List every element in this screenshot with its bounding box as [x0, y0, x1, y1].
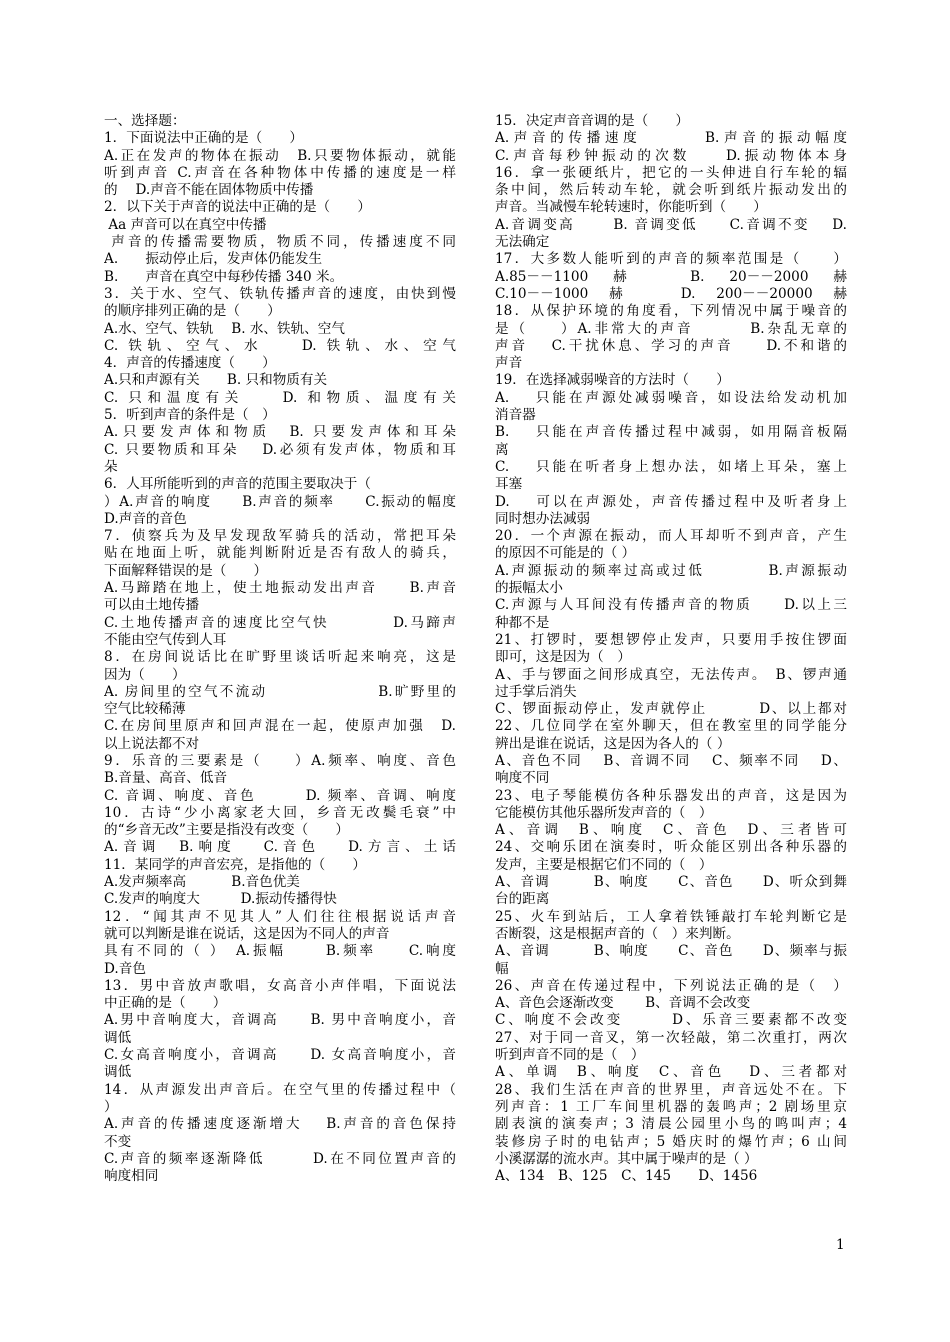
text-line: 同时想办法减弱: [495, 510, 591, 527]
text-line: 一、选择题：: [104, 113, 186, 129]
text-line: C.声源与人耳间没有传播声音的物质 D.以上三: [495, 597, 847, 614]
text-line: A、手与锣面之间形成真空，无法传声。 B、锣声通: [495, 666, 847, 683]
page-number: 1: [836, 1237, 845, 1253]
text-line: 就可以判断是谁在说话，这是因为不同人的声音: [104, 925, 390, 942]
text-line: 声音 C.干扰休息、学习的声音 D.不和谐的: [495, 337, 847, 354]
text-line: 22、几位同学在室外聊天，但在教室里的同学能分: [495, 718, 847, 735]
text-line: A、音色不同 B、音调不同 C、频率不同 D、: [495, 752, 847, 769]
text-line: A.正在发声的物体在振动 B.只要物体振动，就能: [104, 147, 456, 164]
text-line: 3．关于水、空气、铁轨传播声音的速度，由快到慢: [104, 285, 456, 302]
text-line: 空气比较稀薄: [104, 701, 186, 718]
text-line: A、134 B、125 C、145 D、1456: [495, 1168, 758, 1185]
text-line: 的原因不可能是的（ ）: [495, 545, 636, 562]
text-line: 19．在选择减弱噪音的方法时（ ）: [495, 372, 730, 389]
text-line: 因为（ ）: [104, 666, 186, 683]
text-line: A.音调变高 B. 音调变低 C.音调不变 D.: [495, 216, 847, 233]
text-line: D. 可以在声源处，声音传播过程中及听者身上: [495, 493, 847, 510]
text-line: C.土地传播声音的速度比空气快 D.马蹄声: [104, 614, 456, 631]
text-line: C、锣面振动停止，发声就停止 D、以上都对: [495, 701, 847, 718]
text-line: A、音调 B、响度 C、音色 D、频率与振: [495, 943, 847, 960]
text-line: C.10－－1000 赫 D. 200－－20000 赫: [495, 285, 847, 302]
text-line: 即可，这是因为（ ）: [495, 649, 631, 666]
text-line: 的 D.声音不能在固体物质中传播: [104, 182, 314, 199]
text-line: A. 只能在声源处减弱噪音，如设法给发动机加: [495, 389, 847, 406]
text-line: B. 声音在真空中每秒传播 340 米。: [104, 268, 344, 285]
text-line: 1．下面说法中正确的是（ ）: [104, 130, 303, 147]
text-line: 是（ ）A.非常大的声音 B.杂乱无章的: [495, 320, 847, 337]
text-line: 响度相同: [104, 1168, 159, 1185]
text-line: A、音色会逐渐改变 B、音调不会改变: [495, 995, 751, 1012]
text-line: B. 只能在声音传播过程中减弱，如用隔音板隔: [495, 424, 847, 441]
text-line: C. 铁轨、空气、水 D. 铁轨、水、空气: [104, 337, 456, 354]
text-line: 11．某同学的声音宏亮，是指他的（ ）: [104, 856, 366, 873]
text-line: 27、对于同一音叉，第一次轻敲，第二次重打，两次: [495, 1029, 847, 1046]
text-line: A、单调 B、响度 C、音色 D、三者都对: [495, 1064, 847, 1081]
text-line: 的振幅太小: [495, 580, 563, 597]
text-line: 小溪潺潺的流水声。其中属于噪声的是（ ）: [495, 1150, 758, 1167]
text-line: 6．人耳所能听到的声音的范围主要取决于（: [104, 476, 371, 493]
text-line: A.男中音响度大，音调高 B. 男中音响度小，音: [104, 1012, 456, 1029]
text-line: 的“乡音无改”主要是指没有改变（ ）: [104, 822, 349, 839]
text-line: 无法确定: [495, 234, 550, 251]
text-line: A.只要发声体和物质 B. 只要发声体和耳朵: [104, 424, 456, 441]
text-line: 否断裂，这是根据声音的（ ）来判断。: [495, 925, 740, 942]
text-line: 7．侦察兵为及早发现敌军骑兵的活动，常把耳朵: [104, 528, 456, 545]
text-line: 幅: [495, 960, 509, 977]
text-line: 声音: [495, 355, 523, 372]
text-line: 不变: [104, 1133, 132, 1150]
text-line: A. 振动停止后，发声体仍能发生: [104, 251, 323, 268]
text-line: A. 房间里的空气不流动 B.旷野里的: [104, 683, 456, 700]
text-line: 消音器: [495, 407, 536, 424]
text-line: 声音的传播需要物质，物质不同，传播速度不同: [104, 234, 456, 251]
text-line: C、响度不会改变 D、乐音三要素都不改变: [495, 1012, 847, 1029]
text-line: 具有不同的（ ） A.振幅 B.频率 C.响度: [104, 943, 456, 960]
right-column: [495, 113, 847, 1185]
text-line: 17．大多数人能听到的声音的频率范围是（ ）: [495, 251, 847, 268]
text-line: C. 只能在听者身上想办法，如堵上耳朵，塞上: [495, 458, 847, 475]
text-line: 不能由空气传到人耳: [104, 631, 227, 648]
text-line: 18．从保护环境的角度看，下列情况中属于噪音的: [495, 303, 847, 320]
text-line: C.声音的频率逐渐降低 D.在不同位置声音的: [104, 1150, 456, 1167]
text-line: ）A.声音的响度 B.声音的频率 C.振动的幅度: [104, 493, 456, 510]
text-line: 调低: [104, 1029, 132, 1046]
text-line: 26、声音在传递过程中，下列说法正确的是（ ）: [495, 977, 847, 994]
text-line: 20．一个声源在振动，而人耳却听不到声音，产生: [495, 528, 847, 545]
text-line: 15．决定声音音调的是（ ）: [495, 113, 690, 129]
text-line: A.声音的传播速度 B.声音的振动幅度: [495, 130, 847, 147]
text-line: 13．男中音放声歌唱，女高音小声伴唱，下面说法: [104, 977, 456, 994]
text-line: 中正确的是（ ）: [104, 995, 227, 1012]
text-line: 12．“闻其声不见其人”人们往往根据说话声音: [104, 908, 456, 925]
text-line: 16．拿一张硬纸片，把它的一头伸进自行车轮的辐: [495, 164, 847, 181]
text-line: D.音色: [104, 960, 146, 977]
text-line: A.发声频率高 B.音色优美: [104, 874, 300, 891]
text-line: 25、火车到站后，工人拿着铁锤敲打车轮判断它是: [495, 908, 847, 925]
text-line: B.音量、高音、低音: [104, 770, 228, 787]
text-line: 9．乐音的三要素是（ ）A.频率、响度、音色: [104, 752, 456, 769]
text-line: A.只和声源有关 B. 只和物质有关: [104, 372, 328, 389]
text-line: ）: [104, 1098, 118, 1115]
text-line: A.水、空气、铁轨 B. 水、铁轨、空气: [104, 320, 345, 337]
text-line: 发声，主要是根据它们不同的（ ）: [495, 856, 713, 873]
text-line: A.声源振动的频率过高或过低 B.声源振动: [495, 562, 847, 579]
text-line: 4．声音的传播速度（ ）: [104, 355, 276, 372]
text-line: C.声音每秒钟振动的次数 D.振动物体本身: [495, 147, 847, 164]
text-line: 调低: [104, 1064, 132, 1081]
text-line: 条中间，然后转动车轮，就会听到纸片振动发出的: [495, 182, 847, 199]
text-line: 的顺序排列正确的是（ ）: [104, 303, 281, 320]
text-line: 23、电子琴能模仿各种乐器发出的声音，这是因为: [495, 787, 847, 804]
text-line: A.声音的传播速度逐渐增大 B.声音的音色保持: [104, 1116, 456, 1133]
text-line: 5．听到声音的条件是（ ）: [104, 407, 276, 424]
text-line: 14．从声源发出声音后。在空气里的传播过程中（: [104, 1081, 456, 1098]
left-column: [104, 113, 456, 1185]
text-line: 过手掌后消失: [495, 683, 577, 700]
text-line: 10．古诗“少小离家老大回，乡音无改鬓毛衰”中: [104, 804, 456, 821]
text-line: 贴在地面上听，就能判断附近是否有敌人的骑兵，: [104, 545, 456, 562]
text-line: 下面解释错误的是（ ）: [104, 562, 268, 579]
text-line: 装修房子时的电钻声；5 婚庆时的爆竹声；6 山间: [495, 1133, 847, 1150]
text-line: 响度不同: [495, 770, 550, 787]
text-line: 辨出是谁在说话，这是因为各人的（ ）: [495, 735, 731, 752]
text-line: C. 只要物质和耳朵 D.必须有发声体，物质和耳: [104, 441, 456, 458]
text-line: 可以由土地传播: [104, 597, 200, 614]
text-line: 离: [495, 441, 509, 458]
text-line: 声音。当减慢车轮转速时，你能听到（ ）: [495, 199, 767, 216]
text-line: 听到声音 C.声音在各种物体中传播的速度是一样: [104, 164, 456, 181]
text-line: 种都不是: [495, 614, 550, 631]
text-line: Aa 声音可以在真空中传播: [104, 216, 267, 233]
text-line: A.85－－1100 赫 B. 20－－2000 赫: [495, 268, 847, 285]
text-line: 它能模仿其他乐器所发声音的（ ）: [495, 804, 713, 821]
text-line: 2．以下关于声音的说法中正确的是（ ）: [104, 199, 371, 216]
text-line: A.马蹄踏在地上，使土地振动发出声音 B.声音: [104, 580, 456, 597]
text-line: 听到声音不同的是（ ）: [495, 1047, 645, 1064]
text-line: C.女高音响度小，音调高 D. 女高音响度小，音: [104, 1047, 456, 1064]
text-line: A、音调 B、响度 C、音色 D、听众到舞: [495, 874, 847, 891]
text-line: A.音调 B.响度 C.音色 D.方言、土话: [104, 839, 456, 856]
text-line: 以上说法都不对: [104, 735, 200, 752]
text-line: 21、打锣时，要想锣停止发声，只要用手按住锣面: [495, 631, 847, 648]
text-line: C. 音调、响度、音色 D. 频率、音调、响度: [104, 787, 456, 804]
text-line: C.在房间里原声和回声混在一起，使原声加强 D.: [104, 718, 456, 735]
text-line: 28、我们生活在声音的世界里，声音远处不在。下: [495, 1081, 847, 1098]
text-line: 24、交响乐团在演奏时，听众能区别出各种乐器的: [495, 839, 847, 856]
text-line: 台的距离: [495, 891, 550, 908]
text-line: 列声音：1 工厂车间里机器的轰鸣声；2 剧场里京: [495, 1098, 847, 1115]
text-line: C.发声的响度大 D.振动传播得快: [104, 891, 337, 908]
text-line: 8．在房间说话比在旷野里谈话听起来响亮，这是: [104, 649, 456, 666]
text-line: 耳塞: [495, 476, 523, 493]
text-line: C. 只和温度有关 D. 和物质、温度有关: [104, 389, 456, 406]
text-line: D.声音的音色: [104, 510, 187, 527]
text-line: A、音调 B、响度 C、音色 D、三者皆可: [495, 822, 847, 839]
text-line: 朵: [104, 458, 118, 475]
text-line: 剧表演的演奏声；3 清晨公园里小鸟的鸣叫声；4: [495, 1116, 847, 1133]
